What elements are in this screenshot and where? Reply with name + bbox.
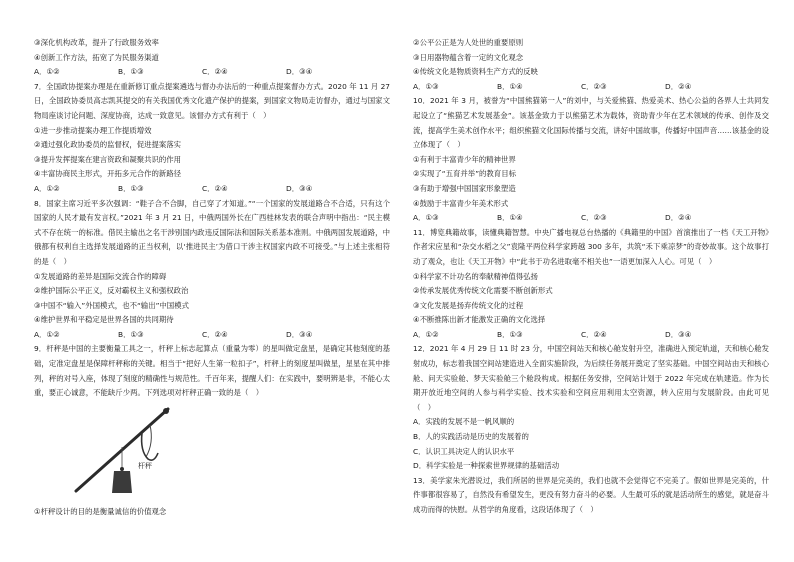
option-line: ③深化机构改革，提升了行政服务效率 xyxy=(34,38,159,47)
statement: ①进一步推动提案办理工作提质增效 xyxy=(34,125,152,135)
left-column xyxy=(34,36,390,519)
statement: ②传承发展优秀传统文化需要不断创新形式 xyxy=(413,286,553,296)
option-line: ④传统文化是物质资料生产方式的反映 xyxy=(413,67,538,77)
option-c: C．②③ xyxy=(581,213,607,223)
option-a: A．①③ xyxy=(413,213,439,223)
choice-option: C．认识工具决定人的认识水平 xyxy=(413,446,515,456)
option-line: ③日用器物蕴含着一定的文化观念 xyxy=(413,52,524,62)
option-d: D．③④ xyxy=(286,67,313,77)
statement: ④维护世界和平稳定是世界各国的共同期待 xyxy=(34,315,174,325)
answer-options xyxy=(413,211,769,226)
choice-option: B．人的实践活动是历史的发展着的 xyxy=(413,432,529,442)
answer-options xyxy=(413,328,769,343)
statement: ③提升发挥提案在建言资政和凝聚共识的作用 xyxy=(34,154,182,164)
answer-options xyxy=(34,65,390,80)
question-7-stem: 7．全国政协提案办理是在重新修订重点提案遴选与督办办法后的一种重点提案督办方式。2020 年 11 月 27 日，全国政协委员高志凯其提交的有关我国优秀文化遗产保护的提案，到国家文物局走访督办，通过与国家文物局座谈讨论问题、深度协商，达成一致意见。该督办方式有利于（ ） xyxy=(34,81,390,120)
option-d: D．③④ xyxy=(286,183,313,193)
option-a: A．①② xyxy=(34,183,60,193)
statement: ③中国不“输入”外国模式，也不“输出”中国模式 xyxy=(34,300,189,310)
steelyard-figure xyxy=(70,403,180,499)
option-c: C．②④ xyxy=(202,183,228,193)
question-13-stem: 13．美学家朱光潜说过，我们所居的世界是完美的，我们也就不会觉得它不完美了。假如世界是完美的，什件事都很容易了，自然没有希望发生，更没有努力奋斗的必要。人生最可乐的就是活动所生的感觉，就是奋斗成功而得的快慰。从哲学的角度看，这段话体现了（ ） xyxy=(413,475,769,514)
option-line: ④创新工作方法，拓宽了为民服务渠道 xyxy=(34,52,159,62)
statement: ①有利于丰富青少年的精神世界 xyxy=(413,154,516,164)
option-a: A．①② xyxy=(34,329,60,339)
statement: ②维护国际公平正义，反对霸权主义和强权政治 xyxy=(34,286,189,296)
question-8-stem: 8．国家主席习近平多次强调：“鞋子合不合脚，自己穿了才知道。”“一个国家的发展道路合不合适，只有这个国家的人民才最有发言权。”2021 年 3 月 21 日，中俄两国外长在广西桂林发表的联合声明中指出：“民主模式不存在统一的标准。借民主输出之名干涉别国内政违反国际法和国际关系基本准则。中俄两国发展道路，中俄都有权利自主选择发展道路的正当权利，以‘推进民主’为借口干涉主权国家内政不可接受。”与上述主张相符的是（ ） xyxy=(34,198,390,266)
option-b: B．①③ xyxy=(118,183,144,193)
statement: ④不断推陈出新才能激发正确的文化选择 xyxy=(413,315,546,325)
question-12-stem: 12．2021 年 4 月 29 日 11 时 23 分，中国空间站天和核心舱发射升空，准确进入预定轨道，天和核心舱发射成功，标志着我国空间站建造进入全面实施阶段，为后续任务展开奠定了坚实基础。中国空间站由天和核心舱、问天实验舱、梦天实验舱三个舱段构成。根据任务安排，空间站计划于 2022 年完成在轨建造。作为长期开放近地空间的人参与科学实验、技术实验和空间应用利用太空资源，转入应用与发展阶段。由此可见（ ） xyxy=(413,344,769,412)
option-c: C．②④ xyxy=(202,67,228,77)
statement: ②通过强化政协委员的监督权，促进提案落实 xyxy=(34,140,182,150)
statement: ③有助于增强中国国家形象塑造 xyxy=(413,183,516,193)
answer-options xyxy=(34,328,390,343)
answer-options xyxy=(413,80,769,95)
option-d: D．②④ xyxy=(665,81,692,91)
statement: ①科学家不计功名的奉献精神值得弘扬 xyxy=(413,271,538,281)
statement: ①发展道路的差异是国际交流合作的障碍 xyxy=(34,271,167,281)
option-d: D．③④ xyxy=(286,329,313,339)
choice-option: A．实践的发展不是一帆风顺的 xyxy=(413,417,515,427)
statement: ②实现了“五育并举”的教育目标 xyxy=(413,169,516,179)
choice-option: D．科学实验是一种探索世界规律的基础活动 xyxy=(413,461,560,471)
option-c: C．②③ xyxy=(581,81,607,91)
answer-options xyxy=(34,182,390,197)
option-c: C．②④ xyxy=(581,329,607,339)
question-9-stem: 9．杆秤是中国的主要衡量工具之一，杆秤上标志起算点（重量为零）的星叫做定盘星，是确定其他刻度的基础，定准定盘星是保障杆秤称的关键。相当于“把好人生第一粒扣子”，杆秤上的刻度星叫做星，星星在其中排列，秤的对号入座，体现了刻度的精确性与规范性。千百年来，提醒人们：在实践中，要明辨是非，不能心太重，要正心诚意，不能缺斤少两。下列选项对杆秤正确一致的是（ ） xyxy=(34,344,390,398)
steelyard-illustration xyxy=(70,403,180,499)
figure-caption: 杆秤 xyxy=(138,461,152,470)
option-b: B．①④ xyxy=(497,213,523,223)
option-b: B．①③ xyxy=(497,329,523,339)
option-a: A．①③ xyxy=(413,81,439,91)
question-11-stem: 11．博览典籍故事，读懂典籍智慧。中央广播电视总台热播的《典籍里的中国》首演推出了一档《天工开物》作者宋应星和“杂交水稻之父”袁隆平两位科学家跨越 300 多年，共筑“禾下乘凉梦”的奇妙故事。这个故事打动了观众，也让《天工开物》中“此书于功名进取毫不相关也”一语更加深入人心。可见（ ） xyxy=(413,227,769,266)
statement: ③文化发展是扬弃传统文化的过程 xyxy=(413,300,524,310)
option-c: C．②④ xyxy=(202,329,228,339)
option-line: ②公平公正是为人处世的重要原则 xyxy=(413,38,524,47)
statement: ④鼓励于丰富青少年美术形式 xyxy=(413,198,509,208)
option-b: B．①③ xyxy=(118,329,144,339)
option-a: A．①② xyxy=(34,67,60,77)
statement: ①杆秤设计的目的是衡量诚信的价值观念 xyxy=(34,506,167,516)
option-d: D．③④ xyxy=(665,329,692,339)
option-b: B．①③ xyxy=(118,67,144,77)
option-a: A．①② xyxy=(413,329,439,339)
option-d: D．②④ xyxy=(665,213,692,223)
right-column xyxy=(413,36,769,518)
statement: ④丰富协商民主形式，开拓多元合作的新路径 xyxy=(34,169,182,179)
option-b: B．①④ xyxy=(497,81,523,91)
question-10-stem: 10．2021 年 3 月，被誉为“中国熊猫第一人”的刘中，与关爱熊猫、热爱美术、热心公益的各界人士共同发起设立了“熊猫艺术发展基金”。该基金致力于以熊猫艺术为载体，资助青少年在艺术领域的传承、创作及交流，提高学生美术创作水平；组织熊猫文化国际传播与交流，讲好中国故事，传播好中国声音……该基金的设立体现了（ ） xyxy=(413,96,769,150)
